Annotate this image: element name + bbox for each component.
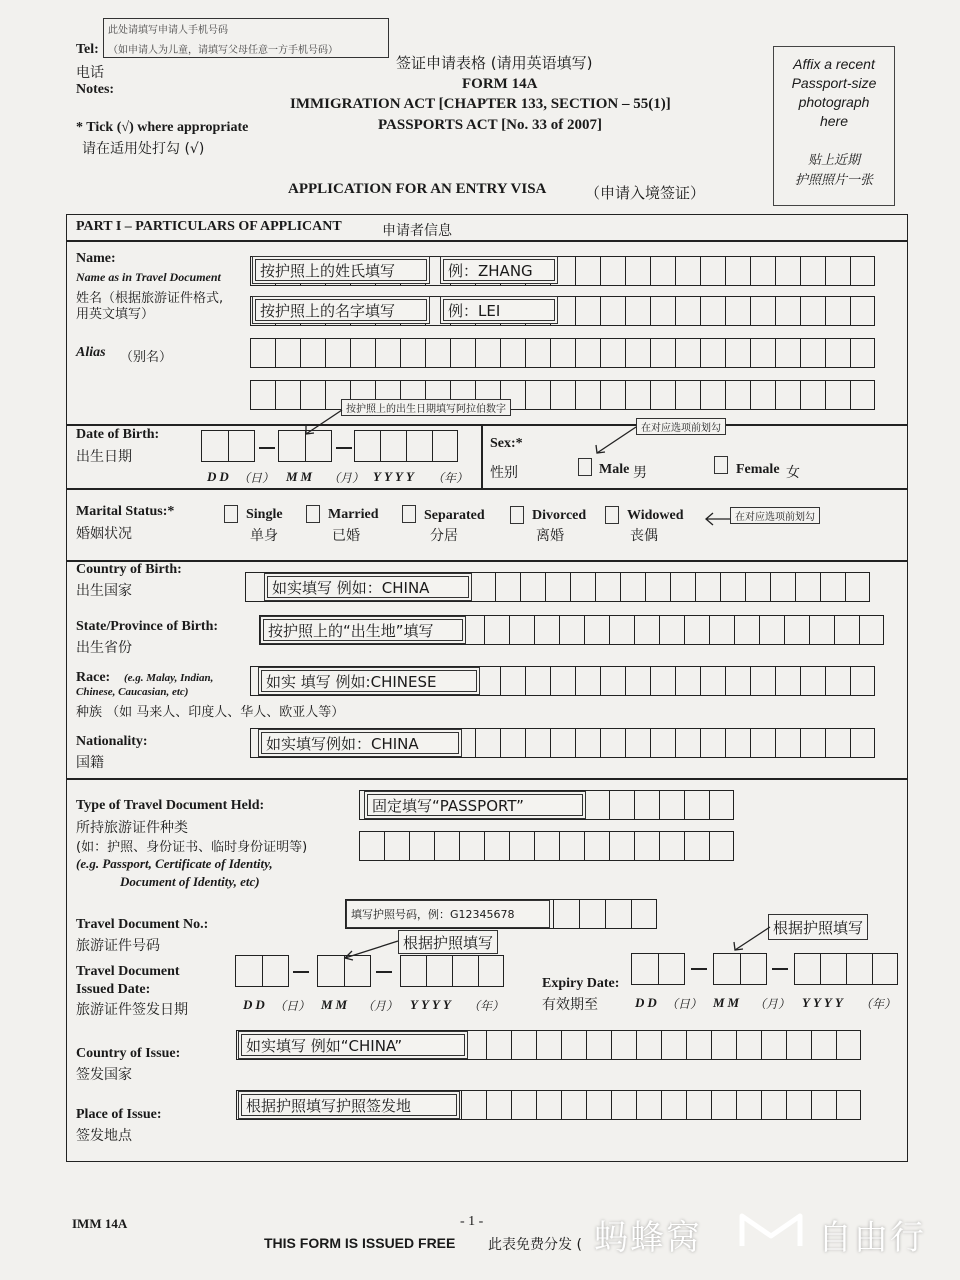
expiry-hint: 根据护照填写 <box>768 914 868 940</box>
issued-year-boxes[interactable] <box>400 955 504 987</box>
expiry-fmt-dd-zh: （日） <box>666 997 703 1011</box>
given-name-hint: 按护照上的名字填写 <box>252 296 430 324</box>
marital-hint: 在对应选项前划勾 <box>730 507 820 524</box>
photo-box[interactable] <box>773 46 895 206</box>
place-issue-zh: 签发地点 <box>76 1128 132 1144</box>
tel-input-box[interactable] <box>103 18 389 58</box>
alias-label: Alias <box>76 345 106 360</box>
dob-zh: 出生日期 <box>76 449 132 465</box>
doc-type-zh: 所持旅游证件种类 <box>76 820 188 836</box>
single-zh: 单身 <box>250 528 278 544</box>
photo-line4: here <box>819 113 849 129</box>
race-zh: 种族 （如 马来人、印度人、华人、欧亚人等） <box>76 705 345 720</box>
country-birth-zh: 出生国家 <box>76 583 132 599</box>
country-issue-zh: 签发国家 <box>76 1067 132 1083</box>
female-zh: 女 <box>786 465 800 481</box>
dob-day-boxes[interactable] <box>201 430 255 462</box>
female-checkbox[interactable] <box>714 456 728 474</box>
divider <box>66 488 908 490</box>
application-title-zh: （申请入境签证） <box>585 184 706 202</box>
expiry-month-boxes[interactable] <box>713 953 767 985</box>
divorced-checkbox[interactable] <box>510 506 524 524</box>
dob-fmt-dd: DD <box>207 469 232 484</box>
doc-type-hint: 固定填写“PASSPORT” <box>364 791 586 819</box>
surname-hint: 按护照上的姓氏填写 <box>252 256 430 284</box>
issued-fmt-mm-zh: （月） <box>362 999 399 1013</box>
tel-label: Tel: <box>76 42 99 57</box>
issued-day-boxes[interactable] <box>235 955 289 987</box>
state-birth-zh: 出生省份 <box>76 640 132 656</box>
male-zh: 男 <box>633 465 647 481</box>
form-code: IMM 14A <box>72 1216 128 1231</box>
sex-zh: 性别 <box>490 465 518 481</box>
place-issue-label: Place of Issue: <box>76 1107 162 1122</box>
sex-hint: 在对应选项前划勾 <box>636 418 726 435</box>
separated-label: Separated <box>424 508 485 523</box>
race-hint: 如实 填写 例如:CHINESE <box>258 667 480 695</box>
doc-no-hint: 填写护照号码，例：G12345678 <box>346 900 550 928</box>
expiry-zh: 有效期至 <box>542 997 598 1013</box>
expiry-day-boxes[interactable] <box>631 953 685 985</box>
dob-hint: 按护照上的出生日期填写阿拉伯数字 <box>341 399 511 416</box>
name-label: Name: <box>76 251 116 266</box>
dob-fmt-mm-zh: （月） <box>328 471 365 485</box>
place-issue-hint: 根据护照填写护照签发地 <box>238 1091 460 1119</box>
doc-type-boxes-2[interactable] <box>359 831 734 861</box>
nationality-zh: 国籍 <box>76 755 104 771</box>
doc-no-zh: 旅游证件号码 <box>76 938 160 954</box>
dob-label: Date of Birth: <box>76 427 160 442</box>
dob-month-boxes[interactable] <box>278 430 332 462</box>
state-birth-hint: 按护照上的“出生地”填写 <box>260 616 466 644</box>
part1-title-zh: 申请者信息 <box>382 223 452 239</box>
issued-fmt-dd: DD <box>243 997 268 1012</box>
title-zh: 签证申请表格 (请用英语填写) <box>396 54 593 72</box>
doc-type-eg2: Document of Identity, etc) <box>120 874 260 889</box>
alias-boxes-1[interactable] <box>250 338 875 368</box>
issued-dash <box>376 971 392 973</box>
surname-example: 例：ZHANG <box>440 256 558 284</box>
sex-arrow <box>592 425 638 457</box>
tick-note-zh: 请在适用处打勾 (√) <box>82 141 205 157</box>
doc-no-label: Travel Document No.: <box>76 917 209 932</box>
issued-free: THIS FORM IS ISSUED FREE <box>264 1235 456 1251</box>
expiry-fmt-yyyy: YYYY <box>802 995 846 1010</box>
photo-line3: photograph <box>798 94 870 110</box>
tel-label-zh: 电话 <box>76 65 104 81</box>
expiry-label: Expiry Date: <box>542 976 620 991</box>
photo-zh1: 贴上近期 <box>807 153 860 168</box>
doc-type-label: Type of Travel Document Held: <box>76 798 265 813</box>
divider <box>66 424 908 426</box>
nationality-hint: 如实填写例如：CHINA <box>258 729 462 757</box>
male-checkbox[interactable] <box>578 458 592 476</box>
issued-fmt-dd-zh: （日） <box>274 999 311 1013</box>
married-checkbox[interactable] <box>306 505 320 523</box>
country-birth-label: Country of Birth: <box>76 562 182 577</box>
expiry-fmt-yyyy-zh: （年） <box>860 997 897 1011</box>
page-number: - 1 - <box>460 1214 484 1229</box>
race-label: Race: <box>76 670 111 685</box>
photo-zh2: 护照照片一张 <box>794 173 873 188</box>
male-label: Male <box>599 462 630 477</box>
issued-fmt-mm: MM <box>321 997 351 1012</box>
country-issue-label: Country of Issue: <box>76 1046 181 1061</box>
tel-note-line1: 此处请填写申请人手机号码 <box>108 25 228 36</box>
photo-line2: Passport-size <box>791 75 877 91</box>
dob-fmt-yyyy-zh: （年） <box>432 471 469 485</box>
expiry-dash <box>691 968 707 970</box>
issued-fmt-yyyy-zh: （年） <box>468 999 505 1013</box>
country-birth-hint: 如实填写 例如：CHINA <box>264 573 472 601</box>
married-label: Married <box>328 507 379 522</box>
divider <box>66 240 908 242</box>
doc-type-eg1: (e.g. Passport, Certificate of Identity, <box>76 856 273 871</box>
race-eg1: (e.g. Malay, Indian, <box>124 672 214 684</box>
marital-arrow <box>703 511 733 527</box>
application-title: APPLICATION FOR AN ENTRY VISA <box>288 181 547 197</box>
name-zh2: 用英文填写） <box>76 307 155 322</box>
dob-dash <box>259 447 275 449</box>
dob-fmt-yyyy: YYYY <box>373 469 417 484</box>
issued-month-boxes[interactable] <box>317 955 371 987</box>
country-issue-hint: 如实填写 例如“CHINA” <box>238 1031 468 1059</box>
issued-dash <box>293 971 309 973</box>
issued-label2: Issued Date: <box>76 982 151 997</box>
form-number: FORM 14A <box>462 76 538 92</box>
given-name-example: 例：LEI <box>440 296 558 324</box>
nationality-label: Nationality: <box>76 734 148 749</box>
dob-dash <box>336 447 352 449</box>
expiry-arrow <box>730 924 772 954</box>
dob-fmt-mm: MM <box>286 469 316 484</box>
issued-label1: Travel Document <box>76 964 180 979</box>
widowed-label: Widowed <box>627 508 684 523</box>
dob-fmt-dd-zh: （日） <box>238 471 275 485</box>
issued-free-zh: 此表免费分发 ( <box>488 1237 582 1253</box>
expiry-dash <box>772 968 788 970</box>
tick-note: * Tick (√) where appropriate <box>76 120 249 135</box>
immigration-act: IMMIGRATION ACT [CHAPTER 133, SECTION – 55(1)] <box>290 96 671 112</box>
watermark-left: 蚂蜂窝 <box>594 1218 702 1258</box>
issued-hint: 根据护照填写 <box>398 930 498 954</box>
expiry-fmt-mm: MM <box>713 995 743 1010</box>
divorced-label: Divorced <box>532 508 587 523</box>
separated-zh: 分居 <box>430 528 458 544</box>
divorced-zh: 离婚 <box>536 528 564 544</box>
married-zh: 已婚 <box>332 528 360 544</box>
female-label: Female <box>736 462 780 477</box>
widowed-zh: 丧偶 <box>630 528 658 544</box>
divider <box>66 560 908 562</box>
sex-label: Sex:* <box>490 436 523 451</box>
single-checkbox[interactable] <box>224 505 238 523</box>
dob-year-boxes[interactable] <box>354 430 458 462</box>
issued-zh: 旅游证件签发日期 <box>76 1002 188 1018</box>
issued-fmt-yyyy: YYYY <box>410 997 454 1012</box>
photo-line1: Affix a recent <box>793 56 875 72</box>
expiry-year-boxes[interactable] <box>794 953 898 985</box>
passports-act: PASSPORTS ACT [No. 33 of 2007] <box>378 117 602 133</box>
single-label: Single <box>246 507 283 522</box>
marital-zh: 婚姻状况 <box>76 526 132 542</box>
expiry-fmt-dd: DD <box>635 995 660 1010</box>
alias-zh: （别名） <box>120 350 173 365</box>
marital-label: Marital Status:* <box>76 504 175 519</box>
doc-type-zh2: (如：护照、身份证书、临时身份证明等) <box>76 840 308 855</box>
name-sublabel: Name as in Travel Document <box>76 270 221 284</box>
divider <box>481 424 483 488</box>
state-birth-label: State/Province of Birth: <box>76 619 219 634</box>
part1-title: PART I – PARTICULARS OF APPLICANT <box>76 219 342 234</box>
race-eg2: Chinese, Caucasian, etc) <box>76 686 189 698</box>
divider <box>66 778 908 780</box>
watermark-logo-icon <box>736 1208 806 1252</box>
expiry-fmt-mm-zh: （月） <box>754 997 791 1011</box>
tel-note-line2: （如申请人为儿童，请填写父母任意一方手机号码） <box>108 45 338 56</box>
separated-checkbox[interactable] <box>402 505 416 523</box>
name-zh1: 姓名（根据旅游证件格式, <box>76 291 224 306</box>
watermark-right: 自由行 <box>818 1218 926 1258</box>
widowed-checkbox[interactable] <box>605 506 619 524</box>
notes-label: Notes: <box>76 82 115 97</box>
